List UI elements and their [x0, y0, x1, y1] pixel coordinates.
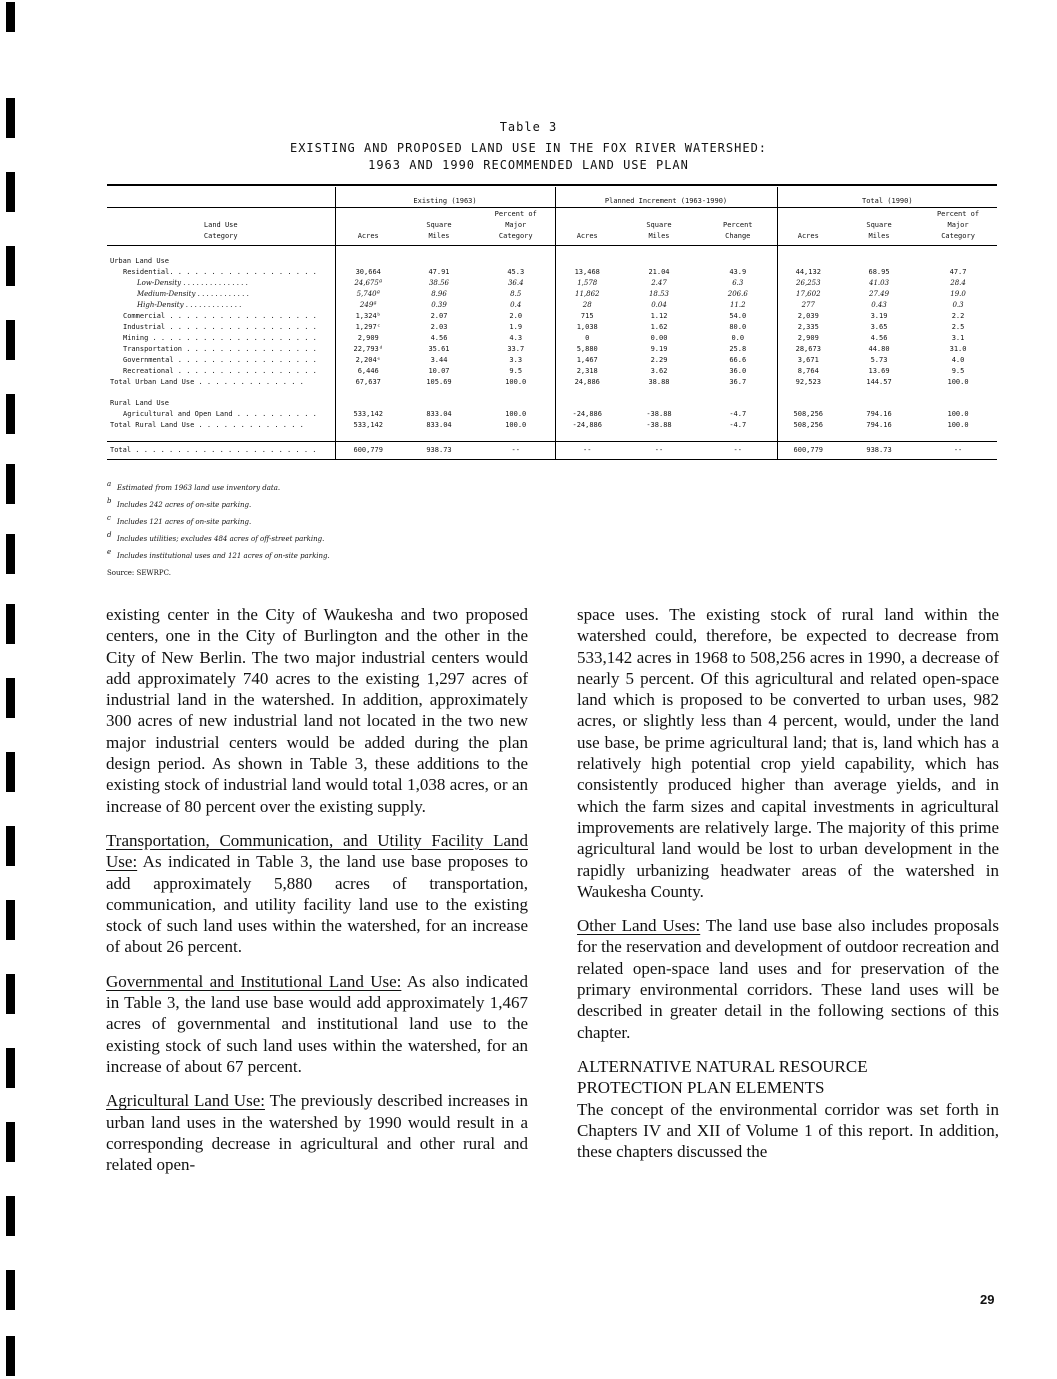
group-planned: Planned Increment (1963-1990) [555, 187, 777, 208]
table-cell: -24,886 [555, 409, 619, 420]
table-cell: 794.16 [866, 410, 892, 418]
table-cell: 3.62 [650, 367, 668, 375]
corner-cell [107, 187, 335, 208]
row-label: Mining . . . . . . . . . . . . . . . . . . . . [123, 334, 317, 342]
table-cell: 0.39 [431, 301, 447, 309]
table-cell: 600,779 [335, 442, 401, 460]
row-label: Total Rural Land Use . . . . . . . . . . . . . [110, 421, 304, 429]
table-cell: 1,297ᶜ [335, 322, 401, 333]
table-cell: 8,764 [777, 366, 839, 377]
col-square-miles: Square Miles [839, 208, 919, 246]
row-label: Residential. . . . . . . . . . . . . . . . . . [123, 268, 317, 276]
binding-mark [6, 752, 15, 792]
binding-mark [6, 1336, 15, 1376]
subsection-heading: Agricultural Land Use: [106, 1091, 265, 1111]
table-cell: 5,740ª [335, 289, 401, 300]
binding-mark [6, 826, 15, 866]
table-cell: 33.7 [507, 345, 525, 353]
table-cell: 8.96 [431, 290, 447, 298]
table-cell: 18.53 [648, 290, 670, 298]
table-cell: 0 [555, 333, 619, 344]
row-label: Agricultural and Open Land . . . . . . . . . . [123, 410, 317, 418]
table-cell: 9.19 [650, 345, 668, 353]
table-cell: 11,862 [555, 289, 619, 300]
table-cell: 3.44 [430, 356, 448, 364]
table-row [107, 409, 997, 420]
table-cell: 43.9 [729, 268, 747, 276]
table-cell: 249ª [335, 300, 401, 311]
table-cell: -- [477, 442, 555, 460]
table-cell: 38.56 [428, 279, 450, 287]
binding-mark [6, 172, 15, 212]
table-cell: 54.0 [729, 312, 747, 320]
binding-mark [6, 604, 15, 644]
table-cell: 22,793ᵈ [335, 344, 401, 355]
table-cell: 2.29 [650, 356, 668, 364]
table-cell: 3,671 [777, 355, 839, 366]
table-cell: 2.5 [951, 323, 965, 331]
group-existing: Existing (1963) [335, 187, 555, 208]
row-label: Industrial . . . . . . . . . . . . . . . . . . [123, 323, 317, 331]
table-cell: 0.3 [952, 301, 964, 309]
paragraph: space uses. The existing stock of rural land within the watershed could, therefore, be expected to decrease from 533,142 acres in 1968 to 508,256 acres in 1990, a decrease of nearly 5 percent. Of this agricultural and related open-space land which is proposed to be converted to urban uses, 982 acres, or slightly less than 4 percent, would, under the land use base, be prime agricultural land; that is, land which has a relatively high potential crop yield capability, which has consistently produced higher than average yields, and in which the farm sizes and capital investments in agricultural improvements are relatively large. The majority of this prime agricultural land would be lost to urban development in the rapidly urbanizing headwater areas of the watershed in Waukesha County. [577, 605, 999, 901]
table-cell: -38.88 [646, 421, 672, 429]
table-cell: 1.62 [650, 323, 668, 331]
table-cell: 833.04 [426, 421, 452, 429]
table-cell: 4.0 [951, 356, 965, 364]
table-cell: 11.2 [729, 301, 746, 309]
table-row [107, 289, 997, 300]
table-cell: 28 [555, 300, 619, 311]
table-cell: 31.0 [949, 345, 967, 353]
table-cell: 47.91 [428, 268, 450, 276]
table-row [107, 322, 997, 333]
table-cell: 28,673 [777, 344, 839, 355]
table-row [107, 344, 997, 355]
table-cell: 44,132 [777, 267, 839, 278]
total-row [107, 442, 997, 460]
table-cell: 3.3 [509, 356, 523, 364]
table-cell: 533,142 [335, 409, 401, 420]
table-cell: 6.3 [732, 279, 744, 287]
table-cell: 68.95 [868, 268, 890, 276]
table-cell: 9.5 [509, 367, 523, 375]
table-cell: 1.9 [509, 323, 523, 331]
row-label: Transportation . . . . . . . . . . . . . . . . [123, 345, 317, 353]
table-cell: 36.7 [729, 378, 747, 386]
paragraph: Agricultural Land Use: The previously described increases in urban land uses in the watershed by 1990 would result in a corresponding decrease in agricultural and other rural and related open- [106, 1091, 528, 1175]
table-cell: 533,142 [335, 420, 401, 431]
table-cell: -24,886 [555, 420, 619, 431]
table-cell: 508,256 [777, 420, 839, 431]
table-row [107, 355, 997, 366]
table-cell: 4.56 [870, 334, 888, 342]
binding-mark [6, 464, 15, 504]
table-cell: 38.88 [648, 378, 670, 386]
urban-header-row [107, 256, 997, 267]
table-cell: 5.73 [870, 356, 888, 364]
table-cell: 13.69 [868, 367, 890, 375]
table-cell: 1.12 [650, 312, 668, 320]
group-total: Total (1990) [777, 187, 997, 208]
table-title-line1: EXISTING AND PROPOSED LAND USE IN THE FOX RIVER WATERSHED: [289, 141, 768, 155]
table-cell: 2.07 [430, 312, 448, 320]
table-cell: 8.5 [510, 290, 522, 298]
table-cell: 0.4 [510, 301, 522, 309]
page-number: 29 [980, 1292, 995, 1307]
table-cell: 938.73 [401, 442, 477, 460]
table-row [107, 311, 997, 322]
binding-marks [6, 0, 20, 1379]
table-cell: 715 [555, 311, 619, 322]
table-cell: 67,637 [335, 377, 401, 388]
rural-header-row [107, 398, 997, 409]
footnote: b Includes 242 acres of on-site parking. [107, 497, 252, 509]
footnote: d Includes utilities; excludes 484 acres of off-street parking. [107, 531, 325, 543]
subsection-heading: Governmental and Institutional Land Use: [106, 971, 402, 991]
table-cell: 3.19 [870, 312, 888, 320]
table-cell: 2,039 [777, 311, 839, 322]
table-cell: 9.5 [951, 367, 965, 375]
table-row [107, 267, 997, 278]
table-cell: 80.0 [729, 323, 747, 331]
table-cell: 44.80 [868, 345, 890, 353]
row-label: High-Density . . . . . . . . . . . . . [137, 301, 242, 309]
paragraph: existing center in the City of Waukesha and two proposed centers, one in the City of Burlington and the other in the City of New Berlin. The two major industrial centers would add approximately 740 acres to the existing 1,297 acres of industrial land in the watershed. In addition, approximately 300 acres of new industrial land not located in the two new major industrial centers would be added during the plan design period. As shown in Table 3, these additions to the existing stock of industrial land would total 1,038 acres, or an increase of 80 percent over the existing supply. [106, 605, 528, 816]
land-use-table [107, 187, 997, 460]
table-cell: 26,253 [777, 278, 839, 289]
table-cell: 4.56 [430, 334, 448, 342]
table-cell: 0.0 [731, 334, 745, 342]
paragraph: Other Land Uses: The land use base also includes proposals for the reservation and development of outdoor recreation and related open-space land uses and for preservation of the primary environmental corridors. These land uses will be described in greater detail in the following sections of this chapter. [577, 916, 1000, 1042]
table-cell: 2.03 [430, 323, 448, 331]
col-land-use: Land Use Category [107, 208, 335, 246]
table-cell: -4.7 [729, 410, 747, 418]
binding-mark [6, 394, 15, 434]
section-heading: ALTERNATIVE NATURAL RESOURCE PROTECTION PLAN ELEMENTS [577, 1056, 868, 1098]
table-cell: 92,523 [777, 377, 839, 388]
paragraph: Transportation, Communication, and Utility Facility Land Use: As indicated in Table 3, the land use base proposes to add approximately 5,880 acres of transportation, communication, and utility facility land use to the existing stock of such land uses within the watershed, for an increase of about 26 percent. [106, 830, 528, 957]
table-cell: 19.0 [950, 290, 966, 298]
table-cell: 36.0 [729, 367, 747, 375]
col-square-miles: Square Miles [619, 208, 699, 246]
table-cell: 600,779 [777, 442, 839, 460]
table-cell: 277 [777, 300, 839, 311]
col-acres: Acres [555, 208, 619, 246]
binding-mark [6, 678, 15, 718]
binding-mark [6, 2, 15, 32]
urban-header: Urban Land Use [110, 257, 170, 265]
table-cell: 47.7 [949, 268, 967, 276]
table-cell: 25.8 [729, 345, 747, 353]
row-label: Medium-Density . . . . . . . . . . . . [137, 290, 249, 298]
table-cell: 3.1 [951, 334, 965, 342]
col-percent-change: Percent Change [699, 208, 777, 246]
table-cell: -- [919, 442, 997, 460]
table-cell: 2,335 [777, 322, 839, 333]
table-cell: 2.2 [951, 312, 965, 320]
row-label: Recreational . . . . . . . . . . . . . . . . . [123, 367, 317, 375]
table-cell: 0.04 [651, 301, 667, 309]
binding-mark [6, 900, 15, 940]
table-cell: 10.07 [428, 367, 450, 375]
binding-mark [6, 1270, 15, 1310]
row-label: Governmental . . . . . . . . . . . . . . . . . [123, 356, 317, 364]
left-text-column [106, 604, 528, 1188]
table-cell: 28.4 [950, 279, 966, 287]
binding-mark [6, 1122, 15, 1162]
paragraph: Governmental and Institutional Land Use: As also indicated in Table 3, the land use base would add approximately 1,467 acres of governmental and institutional land use to the existing stock of such land uses within the watershed, for an increase of about 67 percent. [106, 971, 528, 1076]
table-cell: 0.00 [650, 334, 668, 342]
table-cell: 1,324ᵇ [335, 311, 401, 322]
table-cell: 100.0 [947, 410, 969, 418]
table-cell: 2,909 [777, 333, 839, 344]
table-row [107, 420, 997, 431]
table-cell: 2.0 [509, 312, 523, 320]
binding-mark [6, 320, 15, 360]
binding-mark [6, 1196, 15, 1236]
table-row [107, 300, 997, 311]
binding-mark [6, 246, 15, 286]
table-cell: 2,318 [555, 366, 619, 377]
col-acres: Acres [777, 208, 839, 246]
table-cell: 833.04 [426, 410, 452, 418]
table-cell: 100.0 [505, 421, 527, 429]
table-footnotes [107, 480, 330, 586]
table-row [107, 366, 997, 377]
table-cell: 100.0 [947, 378, 969, 386]
rural-header: Rural Land Use [110, 399, 170, 407]
col-percent-major: Percent of Major Category [477, 208, 555, 246]
table-cell: 2,909 [335, 333, 401, 344]
table-cell: 24,675ª [335, 278, 401, 289]
table-cell: 508,256 [777, 409, 839, 420]
table-cell: 13,468 [555, 267, 619, 278]
paragraph: The concept of the environmental corridor was set forth in Chapters IV and XII of Volume 1 of this report. In addition, these chapters discussed the [577, 1099, 999, 1162]
table-cell: 105.69 [426, 378, 452, 386]
col-square-miles: Square Miles [401, 208, 477, 246]
row-label: Commercial . . . . . . . . . . . . . . . . . . [123, 312, 317, 320]
table-cell: 1,467 [555, 355, 619, 366]
table-cell: 66.6 [729, 356, 747, 364]
table-cell: 794.16 [866, 421, 892, 429]
table-row [107, 333, 997, 344]
table-cell: 2,204ᵉ [335, 355, 401, 366]
table-cell: 144.57 [866, 378, 892, 386]
table-cell: 938.73 [839, 442, 919, 460]
subsection-heading: Other Land Uses: [577, 916, 701, 936]
table-cell: -4.7 [729, 421, 747, 429]
binding-mark [6, 534, 15, 574]
subsection-heading: Transportation, Communication, and Utility Facility Land Use: [106, 830, 528, 872]
col-acres: Acres [335, 208, 401, 246]
footnote: a Estimated from 1963 land use inventory data. [107, 480, 281, 492]
table-cell: 45.3 [507, 268, 525, 276]
table-cell: -- [699, 442, 777, 460]
table-cell: -- [555, 442, 619, 460]
footnote: e Includes institutional uses and 121 acres of on-site parking. [107, 548, 330, 560]
table-cell: 100.0 [947, 421, 969, 429]
table-cell: 100.0 [505, 410, 527, 418]
table-top-rule [107, 184, 997, 186]
table-cell: 24,886 [555, 377, 619, 388]
table-row [107, 377, 997, 388]
binding-mark [6, 974, 15, 1014]
table-cell: 0.43 [871, 301, 887, 309]
table-cell: 3.65 [870, 323, 888, 331]
table-title-line2: 1963 AND 1990 RECOMMENDED LAND USE PLAN [368, 158, 689, 172]
table-source: Source: SEWRPC. [107, 569, 171, 577]
col-percent-major: Percent of Major Category [919, 208, 997, 246]
table-cell: 41.03 [869, 279, 890, 287]
table-cell: 35.61 [428, 345, 450, 353]
table-cell: 6,446 [335, 366, 401, 377]
table-cell: 4.3 [509, 334, 523, 342]
table-cell: 30,664 [335, 267, 401, 278]
table-label: Table 3 [499, 120, 558, 134]
table-row [107, 278, 997, 289]
row-label: Low-Density . . . . . . . . . . . . . . . [137, 279, 248, 287]
table-cell: 27.49 [869, 290, 890, 298]
table-cell: 206.6 [727, 290, 748, 298]
row-label: Total Urban Land Use . . . . . . . . . . . . . [110, 378, 304, 386]
table-cell: -- [619, 442, 699, 460]
table-cell: 100.0 [505, 378, 527, 386]
table-cell: 21.04 [648, 268, 670, 276]
table-cell: 1,038 [555, 322, 619, 333]
binding-mark [6, 1048, 15, 1088]
table-cell: 5,880 [555, 344, 619, 355]
table-cell: 36.4 [507, 279, 524, 287]
table-cell: 2.47 [651, 279, 667, 287]
right-text-column [577, 604, 999, 1175]
row-label: Total . . . . . . . . . . . . . . . . . . . . . . [107, 442, 335, 460]
table-cell: 17,602 [777, 289, 839, 300]
table-cell: -38.88 [646, 410, 672, 418]
table-cell: 1,578 [555, 278, 619, 289]
footnote: c Includes 121 acres of on-site parking. [107, 514, 252, 526]
